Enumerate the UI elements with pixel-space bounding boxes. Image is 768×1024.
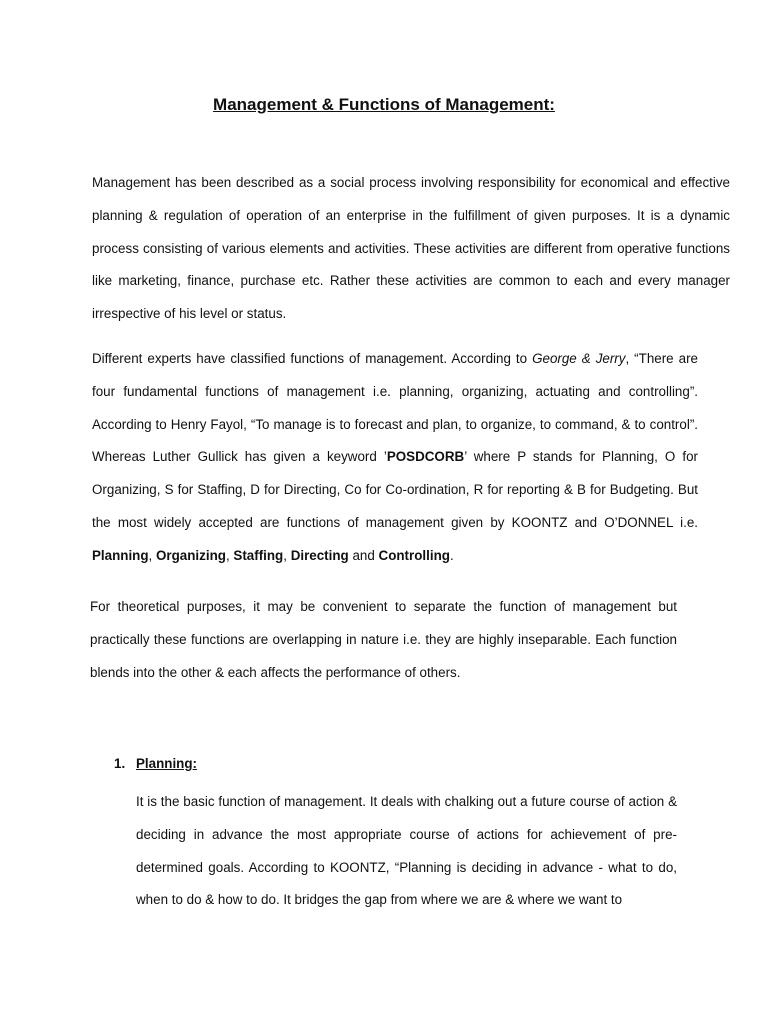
- section-heading-planning: [114, 755, 197, 773]
- function-controlling: Controlling: [378, 547, 450, 563]
- function-staffing: Staffing: [233, 547, 284, 563]
- page-title: Management & Functions of Management:: [213, 95, 555, 114]
- paragraph-overlap: For theoretical purposes, it may be convenient to separate the function of management but practically these functions are overlapping in nature i.e. they are highly inseparable. Each function blends into the other & each affects the performance of others.: [90, 599, 677, 680]
- separator: ,: [283, 547, 291, 563]
- separator: ,: [148, 547, 156, 563]
- author-name: George & Jerry: [532, 351, 626, 366]
- paragraph-planning-body: It is the basic function of management. It deals with chalking out a future course of action & deciding in advance the most appropriate course of actions for achievement of pre-determined goals. According to KOONTZ, “Planning is deciding in advance - what to do, when to do & how to do. It bridges the gap from where we are & where we want to: [136, 794, 677, 908]
- paragraph-text: Different experts have classified functions of management. According to: [92, 351, 533, 366]
- paragraph-functions-classification: [92, 343, 698, 573]
- separator: ,: [225, 547, 234, 563]
- section-title-colon: :: [192, 756, 198, 771]
- function-organizing: Organizing: [156, 547, 226, 563]
- section-number: 1.: [114, 756, 126, 771]
- paragraph-text: , “There are four fundamental functions of management i.e. planning, organizing, actuating and controlling”. According to Henry Fayol, “To manage is to forecast and plan, to organize, to command, & to control”. Whereas Luther Gullick has given a keyword ’: [92, 351, 698, 465]
- keyword-posdcorb: POSDCORB: [386, 449, 465, 465]
- conjunction: and: [348, 547, 379, 563]
- function-directing: Directing: [290, 547, 349, 563]
- function-planning: Planning: [92, 547, 149, 563]
- paragraph-management-definition: Management has been described as a social process involving responsibility for economical and effective planning & regulation of operation of an enterprise in the fulfillment of given purposes. It is a dynamic process consisting of various elements and activities. These activities are different from operative functions like marketing, finance, purchase etc. Rather these activities are common to each and every manager irrespective of his level or status.: [92, 175, 730, 322]
- section-title: Planning: [136, 756, 193, 771]
- paragraph-text: ’ where P stands for Planning, O for Organizing, S for Staffing, D for Directing, Co for Co-ordination, R for reporting & B for Budgeting. But the most widely accepted are functions of management given by KOONTZ and O’DONNEL i.e.: [92, 449, 698, 530]
- sentence-end: .: [449, 547, 454, 563]
